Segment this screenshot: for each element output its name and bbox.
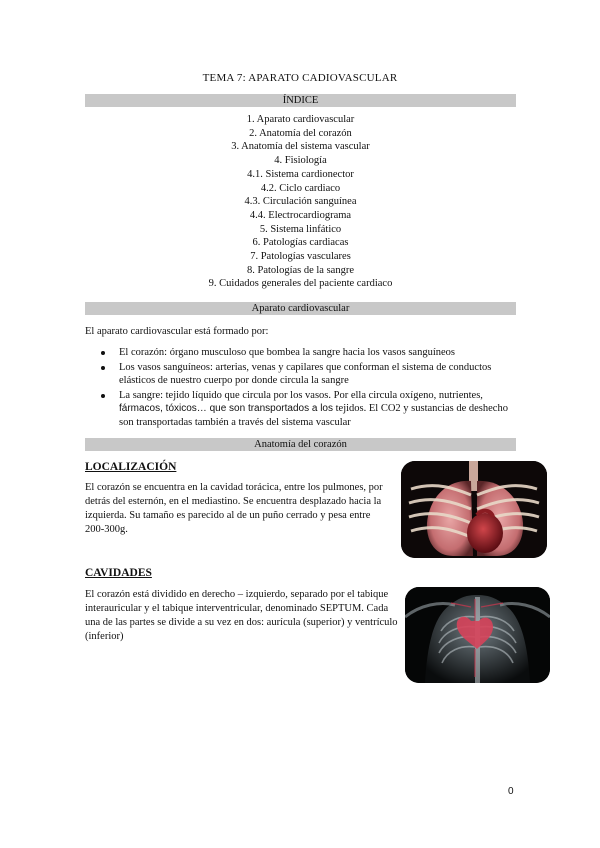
toc-item: 4. Fisiología [274, 155, 327, 167]
toc-item: 4.3. Circulación sanguínea [244, 196, 357, 208]
section-header-anatomia: Anatomía del corazón [85, 438, 516, 451]
bullet-item-vessels: Los vasos sanguíneos: arterias, venas y capilares que conforman el sistema de conductos elásticos de nuestro cuerpo por donde circula la sangre [85, 361, 515, 388]
bullet-list [85, 346, 515, 431]
bullet-item-heart: El corazón: órgano musculoso que bombea la sangre hacia los vasos sanguíneos [85, 346, 515, 360]
toc-item: 4.1. Sistema cardionector [247, 168, 354, 180]
localizacion-text: El corazón se encuentra en la cavidad torácica, entre los pulmones, por detrás del esternón, en el mediastino. Se encuentra desplazado hacia la izquierda. Su tamaño es parecido al de un puño cerrado y pesa entre 200-300g. [85, 482, 383, 535]
toc-item: 4.2. Ciclo cardiaco [260, 182, 341, 194]
toc-item: 5. Sistema linfático [259, 223, 342, 235]
index-header-bar: ÍNDICE [85, 94, 516, 107]
table-of-contents [85, 113, 516, 291]
toc-item: 6. Patologías cardiacas [252, 237, 349, 249]
localizacion-heading: LOCALIZACIÓN [85, 461, 177, 473]
section-intro: El aparato cardiovascular está formado por: [85, 326, 269, 337]
toc-item: 2. Anatomía del corazón [249, 127, 352, 139]
toc-item: 8. Patologías de la sangre [246, 264, 354, 276]
page-number: 0 [508, 786, 514, 797]
section-header-aparato: Aparato cardiovascular [85, 302, 516, 315]
bullet-blood-mono-text: fármacos, tóxicos… que son transportados a los [119, 403, 333, 415]
heart-lungs-image [401, 461, 547, 558]
document-title: TEMA 7: APARATO CADIOVASCULAR [202, 72, 398, 84]
bullet-item-blood [85, 389, 515, 430]
toc-item: 3. Anatomía del sistema vascular [231, 141, 370, 153]
bullet-blood-text: La sangre: tejido líquido que circula por los vasos. Por ella circula oxígeno, nutrientes, [119, 389, 483, 401]
xray-torso-image [405, 587, 550, 683]
toc-item: 1. Aparato cardiovascular [246, 114, 355, 125]
xray-torso-illustration [405, 587, 550, 683]
toc-item: 4.4. Electrocardiograma [249, 209, 352, 221]
cavidades-heading: CAVIDADES [85, 567, 152, 579]
toc-item: 9. Cuidados generales del paciente cardiaco [208, 278, 393, 290]
cavidades-text: El corazón está dividido en derecho – izquierdo, separado por el tabique interauricular y el tabique interventricular, denominado SEPTUM. Cada una de las partes se divide a su vez en dos: aurícula (superior) y ventrículo (inferior) [85, 589, 398, 642]
heart-lungs-illustration [401, 461, 547, 558]
toc-item: 7. Patologías vasculares [250, 251, 351, 263]
bullet-blood-text-end: tejidos. El CO2 y sustancias de deshecho son transportadas también a través del sistema vascular [119, 403, 508, 428]
